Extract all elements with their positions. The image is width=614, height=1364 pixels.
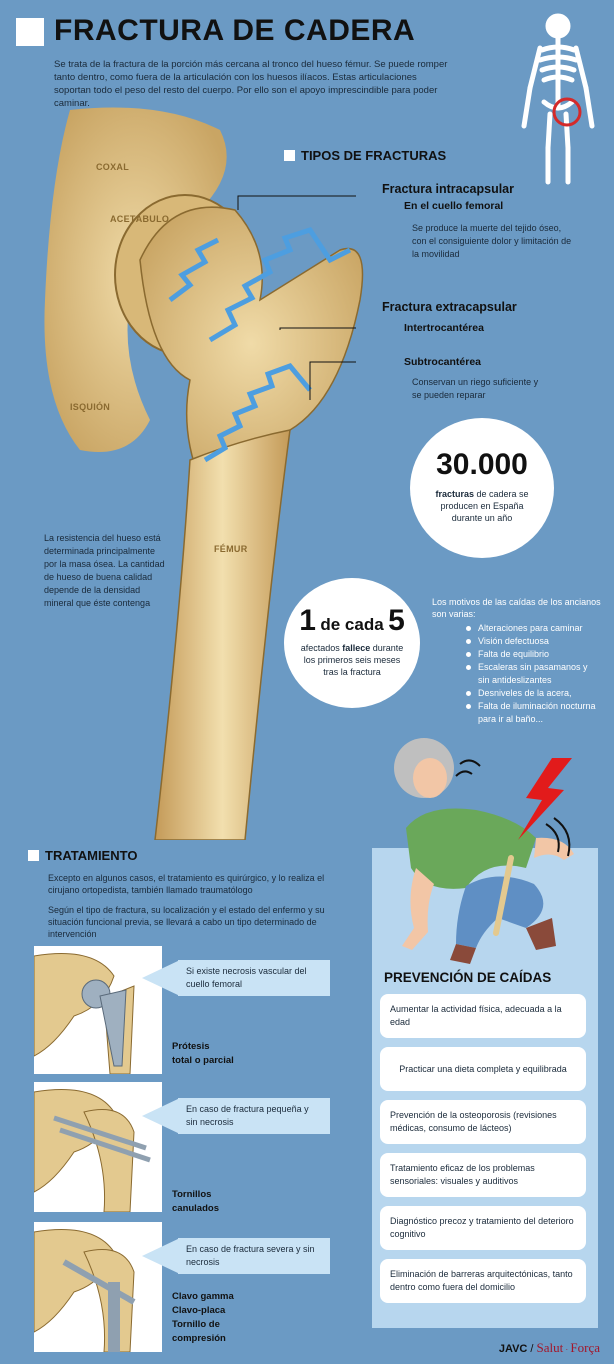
footer-brand-forca: Força [570,1340,600,1355]
label-isquion: ISQUIÓN [70,402,111,412]
treatment-name [172,1040,234,1068]
treatment-name [172,1188,219,1216]
sub-desc: Conservan un riego suficiente y se pueden reparar [412,377,539,400]
motivos-intro: Los motivos de las caídas de los ancianos son varias: [432,597,601,619]
falling-woman-illustration [386,718,596,968]
treatment-name-line: canulados [172,1203,219,1214]
list-item: Desniveles de la acera, [466,687,596,700]
list-item: Visión defectuosa [466,635,596,648]
stat-number: 30.000 [436,448,528,481]
treatment-name [172,1290,234,1346]
label-femur: FÉMUR [214,544,248,554]
tratamiento-p2: Según el tipo de fractura, su localización y el estado del enfermo y su situación funcional previa, se llevará a cabo un tipo determinado de intervención [48,905,325,939]
treatment-name-line: Clavo gamma [172,1291,234,1302]
cuello-label: En el cuello femoral [404,200,504,212]
treatment-name-line: Tornillo de [172,1319,220,1330]
prevencion-item: Tratamiento eficaz de los problemas sensoriales: visuales y auditivos [380,1153,586,1197]
prevencion-item: Practicar una dieta completa y equilibrada [380,1047,586,1091]
tipos-heading [284,148,446,163]
label-acetabulo: ACETÁBULO [110,214,170,224]
stat2-bold: fallece [342,643,371,653]
stat2-post: durante los primeros seis meses tras la fractura [303,643,404,677]
stat-circle-fracturas [410,418,554,558]
footer-author: JAVC [498,1343,528,1355]
stat2-num2: 5 [388,604,405,637]
label-coxal: COXAL [96,162,129,172]
tipos-heading-text: TIPOS DE FRACTURAS [301,148,447,163]
treatment-name-line: Tornillos [172,1189,212,1200]
page-title: FRACTURA DE CADERA [54,14,416,47]
prevencion-item: Aumentar la actividad física, adecuada a la edad [380,994,586,1038]
cuello-desc: Se produce la muerte del tejido óseo, con el consiguiente dolor y limitación de la movilidad [412,223,572,259]
stat2-num1: 1 [299,604,316,637]
stat2-headline [284,604,420,638]
prevencion-item: Eliminación de barreras arquitectónicas, tanto dentro como fuera del domicilio [380,1259,586,1303]
treatment-name-line: total o parcial [172,1055,234,1066]
prevencion-item: Diagnóstico precoz y tratamiento del deterioro cognitivo [380,1206,586,1250]
stat-text [432,488,532,524]
stat-rest: de cadera se producen en España durante un año [440,489,529,523]
treatment-callout: En caso de fractura severa y sin necrosis [178,1238,330,1274]
section-square-icon [284,150,295,161]
prevencion-heading: PREVENCIÓN DE CAÍDAS [384,970,552,985]
treatment-name-line: Prótesis [172,1041,210,1052]
intracapsular-title: Fractura intracapsular [382,182,514,196]
prevencion-item: Prevención de la osteoporosis (revisiones médicas, consumo de lácteos) [380,1100,586,1144]
callout-arrow-icon [142,1098,180,1134]
tratamiento-p1: Excepto en algunos casos, el tratamiento es quirúrgico, y lo realiza el cirujano ortopedista, también llamado traumatólogo [48,873,325,895]
treatment-name-line: Clavo-placa [172,1305,226,1316]
motivos-list [466,622,596,726]
skeleton-icon [518,10,598,190]
stat-bold: fracturas [435,489,474,499]
intertrocanterea-label: Intertrocantérea [404,322,484,334]
callout-arrow-icon [142,1238,180,1274]
list-item: Escaleras sin pasamanos y sin antideslizantes [466,661,596,687]
treatment-callout: En caso de fractura pequeña y sin necrosis [178,1098,330,1134]
tratamiento-heading [28,848,137,863]
footer-credit: JAVC / Salut · Força [498,1340,600,1355]
footer-sep: / [530,1343,534,1355]
stat2-pre: afectados [300,643,340,653]
intro-text: Se trata de la fractura de la porción más cercana al tronco del hueso fémur. Se puede romper tanto dentro, como fuera de la articulación con los huesos ilíacos. Estas articulaciones soportan todo el peso del resto del cuerpo. Por ello son el apoyo imprescindible para poder caminar. [54,59,448,109]
treatment-callout: Si existe necrosis vascular del cuello femoral [178,960,330,996]
extracapsular-title: Fractura extracapsular [382,300,517,314]
treatment-name-line: compresión [172,1333,226,1344]
list-item: Alteraciones para caminar [466,622,596,635]
subtrocanterea-label: Subtrocantérea [404,356,482,368]
list-item: Falta de equilibrio [466,648,596,661]
footer-brand-salut: Salut [536,1340,564,1355]
stat2-text [296,642,408,678]
title-square [16,18,44,46]
tratamiento-heading-text: TRATAMIENTO [45,848,138,863]
stat-circle-mortalidad [284,578,420,708]
hip-bone-illustration [40,100,380,840]
callout-arrow-icon [142,960,180,996]
section-square-icon [28,850,39,861]
list-item: Falta de iluminación nocturna para ir al baño... [466,700,596,726]
resistencia-text: La resistencia del hueso está determinada principalmente por la masa ósea. La cantidad de hueso de buena calidad depende de la densidad mineral que éste contenga [44,533,165,608]
stat2-mid: de cada [320,615,384,634]
